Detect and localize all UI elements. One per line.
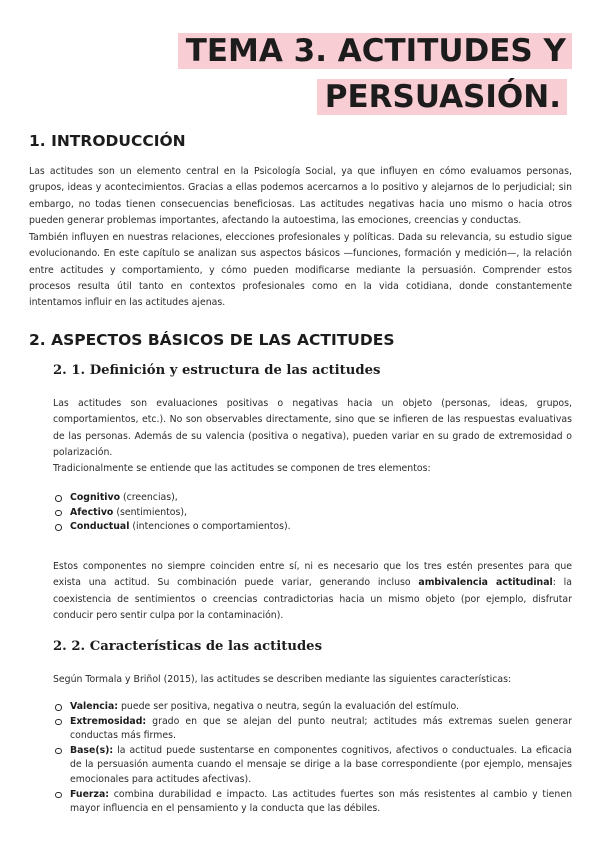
circle-bullet-icon <box>55 719 62 726</box>
page-title-line-1: TEMA 3. ACTITUDES Y <box>178 33 572 69</box>
intro-paragraph-2: También influyen en nuestras relaciones, elecciones profesionales y políticas. Dada su relevancia, su estudio sigue evolucionando. En este capítulo se analizan sus aspectos básicos —funciones, formación y medición—, la relación entre actitudes y comportamiento, y cómo pueden modificarse mediante la persuasión. Comprender estos procesos resulta útil tanto en contextos profesionales como en la vida cotidiana, donde constantemente intentamos influir en las actitudes ajenas. <box>29 232 572 309</box>
ambivalence-term: ambivalencia actitudinal <box>418 577 553 589</box>
list-item: Fuerza: combina durabilidad e impacto. Las actitudes fuertes son más resistentes al cambio y tienen mayor influencia en el pensamiento y la conducta que las débiles. <box>53 788 572 817</box>
list-item: Valencia: puede ser positiva, negativa o neutra, según la evaluación del estímulo. <box>53 700 572 715</box>
components-list <box>53 491 572 535</box>
definition-paragraph: Las actitudes son evaluaciones positivas o negativas hacia un objeto (personas, ideas, grupos, comportamientos, etc.). No son observables directamente, sino que se infieren de las respuestas evaluativas de las personas. Además de su valencia (positiva o negativa), pueden variar en su grado de extremosidad o polarización. <box>53 398 572 458</box>
list-item: Cognitivo (creencias), <box>53 491 572 506</box>
list-item: Base(s): la actitud puede sustentarse en componentes cognitivos, afectivos o conductuales. La eficacia de la persuasión aumenta cuando el mensaje se dirige a la base correspondiente (por ejemplo, mensajes emocionales para actitudes afectivas). <box>53 744 572 788</box>
list-item: Afectivo (sentimientos), <box>53 506 572 521</box>
subsection-heading-definicion: 2. 1. Definición y estructura de las actitudes <box>53 363 381 378</box>
circle-bullet-icon <box>55 524 62 531</box>
circle-bullet-icon <box>55 792 62 799</box>
ambivalence-paragraph: Estos componentes no siempre coinciden entre sí, ni es necesario que los tres estén presentes para que exista una actitud. Su combinación puede variar, generando incluso ambivalencia actitudinal: la coexistencia de sentimientos o creencias contradictorias hacia un mismo objeto (por ejemplo, disfrutar conducir pero sentir culpa por la contaminación). <box>53 561 572 621</box>
circle-bullet-icon <box>55 495 62 502</box>
section-heading-introduccion: 1. INTRODUCCIÓN <box>29 132 186 150</box>
subsection-heading-caracteristicas: 2. 2. Características de las actitudes <box>53 639 322 654</box>
list-item: Conductual (intenciones o comportamientos). <box>53 520 572 535</box>
list-item: Extremosidad: grado en que se alejan del punto neutral; actitudes más extremas suelen generar conductas más firmes. <box>53 715 572 744</box>
page-title-line-2: PERSUASIÓN. <box>317 79 567 115</box>
circle-bullet-icon <box>55 748 62 755</box>
intro-paragraph-1: Las actitudes son un elemento central en la Psicología Social, ya que influyen en cómo evaluamos personas, grupos, ideas y acontecimientos. Gracias a ellas podemos acercarnos a lo positivo y alejarnos de lo perjudicial; sin embargo, no todas tienen consecuencias beneficiosas. Las actitudes negativas hacia uno mismo o hacia otros pueden generar problemas importantes, afectando la autoestima, las emociones, creencias y conductas. <box>29 166 572 226</box>
characteristics-list <box>53 700 572 817</box>
components-intro: Tradicionalmente se entiende que las actitudes se componen de tres elementos: <box>53 463 431 474</box>
section-heading-aspectos-basicos: 2. ASPECTOS BÁSICOS DE LAS ACTITUDES <box>29 331 395 349</box>
circle-bullet-icon <box>55 510 62 517</box>
characteristics-intro: Según Tormala y Briñol (2015), las actitudes se describen mediante las siguientes características: <box>53 674 512 685</box>
circle-bullet-icon <box>55 704 62 711</box>
